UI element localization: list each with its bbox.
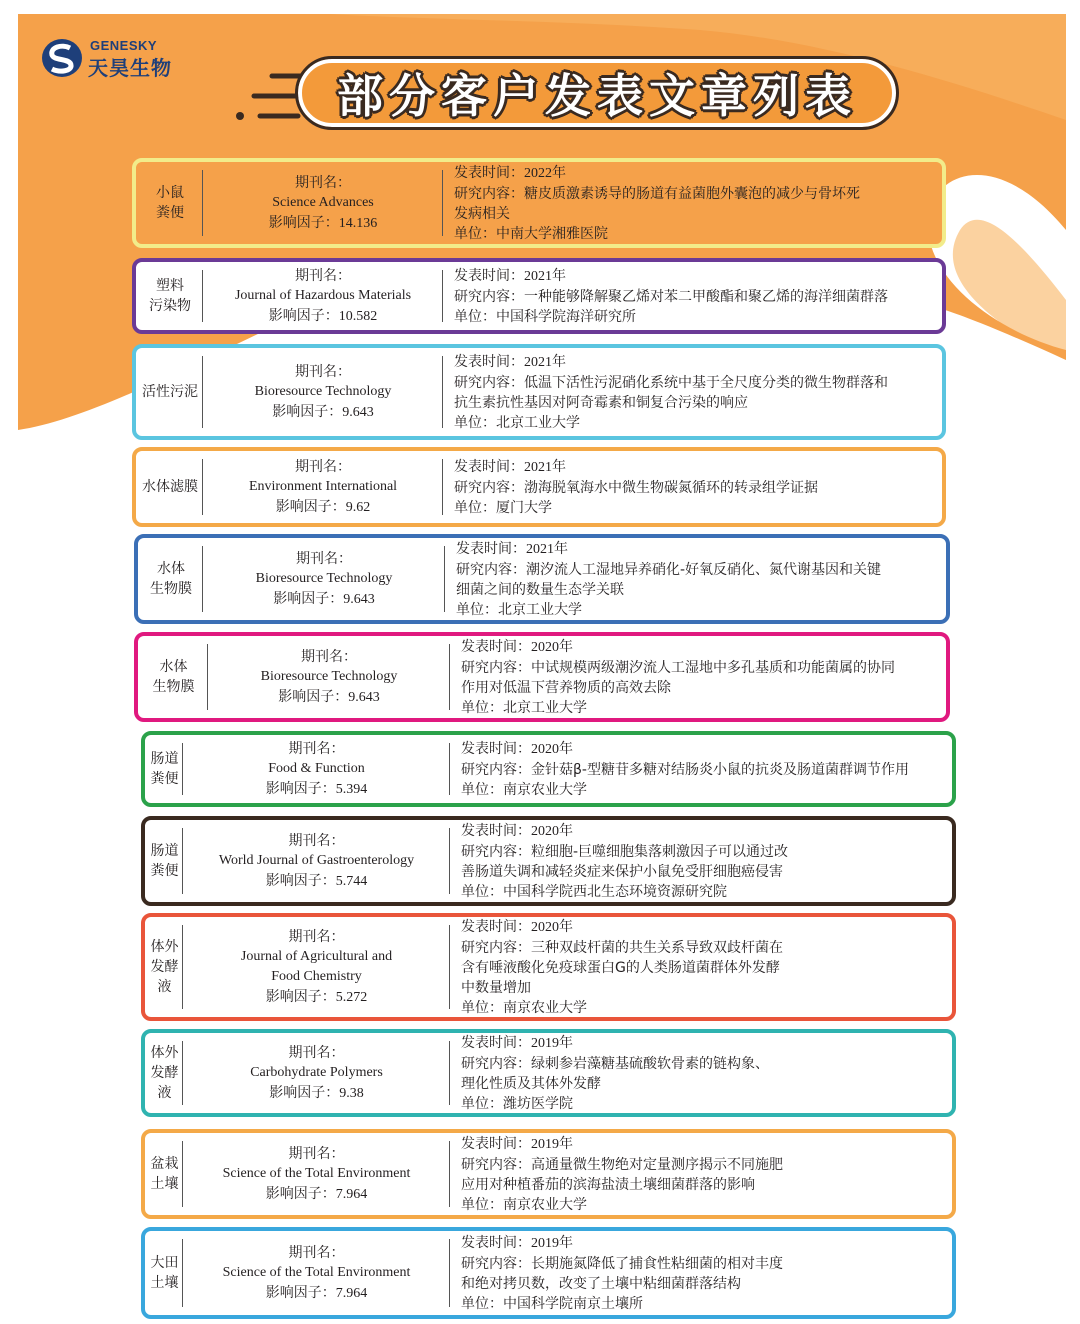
- sample-type-text: [145, 1253, 184, 1293]
- journal-info: [204, 262, 442, 330]
- column-divider: [207, 644, 208, 710]
- publish-year: 2021年: [524, 354, 566, 370]
- affiliation: [461, 780, 952, 800]
- impact-factor: [269, 213, 378, 234]
- sample-type-line: 活性污泥: [142, 384, 198, 400]
- research-content-text: 理化性质及其体外发酵: [461, 1075, 601, 1092]
- page-title: [298, 59, 896, 127]
- impact-label: 影响因子：: [278, 688, 349, 705]
- affiliation-value: 南京农业大学: [503, 1196, 587, 1213]
- impact-factor: [269, 306, 378, 327]
- article-card: [134, 632, 950, 722]
- journal-name: Food Chemistry: [271, 968, 362, 984]
- research-content-text: 中数量增加: [461, 979, 531, 996]
- publish-time: [461, 1233, 952, 1254]
- impact-factor: [266, 987, 368, 1008]
- publish-year: 2020年: [531, 639, 573, 655]
- research-content: [454, 478, 942, 498]
- column-divider: [202, 546, 203, 612]
- article-card: [132, 158, 946, 248]
- sample-type: [145, 1231, 184, 1315]
- column-divider: [442, 270, 443, 322]
- research-content-label: 研究内容：: [461, 1156, 531, 1173]
- research-content: [456, 580, 946, 600]
- research-content: [461, 1074, 952, 1094]
- journal-name: Bioresource Technology: [255, 570, 393, 586]
- research-content-text: 发病相关: [454, 205, 510, 222]
- affiliation-label: 单位：: [461, 1095, 503, 1112]
- publish-year: 2020年: [531, 919, 573, 935]
- affiliation-value: 中国科学院海洋研究所: [496, 308, 636, 325]
- sample-type-line: 盆栽土壤: [150, 1156, 179, 1192]
- article-details: [461, 820, 952, 902]
- column-divider: [442, 356, 443, 428]
- research-content: [461, 978, 952, 998]
- publish-time: [456, 539, 946, 560]
- journal-name: World Journal of Gastroenterology: [218, 852, 415, 868]
- research-content: [461, 1254, 952, 1274]
- impact-value: 10.582: [338, 308, 378, 324]
- publish-time: [461, 821, 952, 842]
- research-content-text: 高通量微生物绝对定量测序揭示不同施肥: [531, 1156, 783, 1173]
- research-content-text: 应用对种植番茄的滨海盐渍土壤细菌群落的影响: [461, 1176, 755, 1193]
- journal-name: Bioresource Technology: [254, 383, 392, 399]
- article-card: [132, 447, 946, 527]
- impact-label: 影响因子：: [269, 1084, 340, 1101]
- column-divider: [449, 828, 450, 894]
- publish-time-label: 发表时间：: [461, 740, 531, 757]
- impact-factor: [272, 402, 374, 423]
- sample-type-text: [142, 477, 198, 497]
- research-content: [461, 1175, 952, 1195]
- journal-label: 期刊名：: [301, 648, 357, 665]
- research-content-text: 渤海脱氧海水中微生物碳氮循环的转录组学证据: [524, 479, 818, 496]
- publish-year: 2020年: [531, 823, 573, 839]
- article-card: [132, 258, 946, 334]
- impact-value: 7.964: [335, 1186, 368, 1202]
- journal-info: [204, 162, 442, 244]
- column-divider: [449, 1141, 450, 1207]
- affiliation-value: 中国科学院西北生态环境资源研究院: [503, 883, 727, 900]
- affiliation: [454, 498, 942, 518]
- journal-name: Journal of Hazardous Materials: [234, 287, 412, 303]
- column-divider: [182, 1041, 183, 1105]
- affiliation: [456, 600, 946, 620]
- impact-factor: [266, 1283, 368, 1304]
- publish-year: 2021年: [526, 541, 568, 557]
- journal-info: [184, 917, 449, 1017]
- research-content-text: 中试规模两级潮汐流人工湿地中多孔基质和功能菌属的协同: [531, 659, 895, 676]
- research-content-label: 研究内容：: [454, 479, 524, 496]
- research-content-label: 研究内容：: [454, 374, 524, 391]
- sample-type-line: 体外: [150, 939, 179, 955]
- research-content: [461, 862, 952, 882]
- publish-year: 2020年: [531, 741, 573, 757]
- publish-time-label: 发表时间：: [454, 164, 524, 181]
- sample-type-text: [149, 276, 191, 316]
- sample-type-text: [145, 749, 184, 789]
- research-content-label: 研究内容：: [461, 1255, 531, 1272]
- column-divider: [449, 743, 450, 795]
- publish-time-label: 发表时间：: [461, 1135, 531, 1152]
- affiliation-label: 单位：: [456, 601, 498, 618]
- impact-label: 影响因子：: [265, 988, 336, 1005]
- brand-name-cn: 天昊生物: [88, 56, 172, 80]
- journal-label: 期刊名：: [296, 550, 352, 567]
- sample-type: [138, 538, 204, 620]
- research-content-label: 研究内容：: [456, 561, 526, 578]
- impact-factor: [266, 871, 368, 892]
- publish-time: [461, 1134, 952, 1155]
- sample-type-line: 生物膜: [150, 581, 192, 597]
- article-details: [454, 451, 942, 523]
- affiliation-value: 潍坊医学院: [503, 1095, 573, 1112]
- affiliation: [454, 413, 942, 433]
- sample-type-text: [153, 657, 195, 697]
- research-content: [461, 658, 946, 678]
- affiliation: [454, 307, 942, 327]
- publish-time-label: 发表时间：: [454, 353, 524, 370]
- affiliation: [461, 998, 952, 1018]
- research-content-text: 糖皮质激素诱导的肠道有益菌胞外囊泡的减少与骨坏死: [524, 185, 860, 202]
- brand-logo: [40, 36, 200, 84]
- impact-value: 5.394: [335, 781, 368, 797]
- impact-factor: [266, 1184, 368, 1205]
- journal-label: 期刊名：: [288, 1044, 345, 1061]
- article-card: [132, 344, 946, 440]
- sample-type-line: 水体滤膜: [142, 479, 198, 495]
- affiliation-label: 单位：: [461, 781, 503, 798]
- affiliation-value: 北京工业大学: [498, 601, 582, 618]
- sample-type-text: [145, 1154, 184, 1194]
- publish-year: 2022年: [524, 165, 566, 181]
- sample-type-line: 发酵液: [150, 959, 179, 995]
- impact-value: 14.136: [338, 215, 378, 231]
- affiliation-label: 单位：: [454, 414, 496, 431]
- research-content-text: 作用对低温下营养物质的高效去除: [461, 679, 671, 696]
- sample-type-line: 体外: [150, 1045, 179, 1061]
- article-details: [461, 636, 946, 718]
- affiliation-label: 单位：: [454, 225, 496, 242]
- column-divider: [202, 270, 203, 322]
- research-content: [461, 678, 946, 698]
- column-divider: [442, 459, 443, 515]
- publish-time: [454, 457, 942, 478]
- impact-label: 影响因子：: [265, 872, 336, 889]
- publish-time: [454, 266, 942, 287]
- article-card: [141, 1227, 956, 1319]
- impact-value: 7.964: [335, 1285, 368, 1301]
- article-details: [461, 1133, 952, 1215]
- sample-type: [136, 262, 204, 330]
- column-divider: [182, 925, 183, 1009]
- sample-type: [145, 917, 184, 1017]
- sample-type-text: [156, 183, 184, 223]
- article-card: [141, 1129, 956, 1219]
- column-divider: [449, 644, 450, 710]
- research-content-label: 研究内容：: [454, 288, 524, 305]
- publish-time-label: 发表时间：: [461, 822, 531, 839]
- journal-name: Environment International: [248, 478, 398, 494]
- sample-type: [145, 1033, 184, 1113]
- journal-label: 期刊名：: [295, 458, 351, 475]
- article-details: [461, 1033, 952, 1113]
- publish-time-label: 发表时间：: [461, 1034, 531, 1051]
- impact-factor: [269, 1083, 364, 1104]
- research-content-text: 低温下活性污泥硝化系统中基于全尺度分类的微生物群落和: [524, 374, 888, 391]
- column-divider: [182, 1239, 183, 1307]
- column-divider: [182, 828, 183, 894]
- publish-time-label: 发表时间：: [461, 918, 531, 935]
- journal-label: 期刊名：: [288, 1244, 345, 1261]
- publish-time: [461, 917, 952, 938]
- publish-year: 2021年: [524, 268, 566, 284]
- research-content-text: 细菌之间的数量生态学关联: [456, 581, 624, 598]
- affiliation-value: 南京农业大学: [503, 999, 587, 1016]
- research-content: [461, 938, 952, 958]
- column-divider: [442, 170, 443, 236]
- impact-value: 5.272: [335, 989, 368, 1005]
- research-content: [456, 560, 946, 580]
- impact-label: 影响因子：: [272, 403, 343, 420]
- research-content: [461, 760, 952, 780]
- column-divider: [449, 1239, 450, 1307]
- sample-type-line: 粪便: [156, 205, 184, 221]
- genesky-logo-icon: [40, 36, 84, 80]
- journal-info: [184, 820, 449, 902]
- affiliation: [461, 1094, 952, 1114]
- journal-info: [184, 1231, 449, 1315]
- affiliation: [454, 224, 942, 244]
- impact-factor: [276, 497, 371, 518]
- sample-type-text: [145, 937, 184, 997]
- affiliation-label: 单位：: [461, 999, 503, 1016]
- article-card: [134, 534, 950, 624]
- journal-label: 期刊名：: [295, 363, 351, 380]
- article-card: [141, 816, 956, 906]
- affiliation: [461, 882, 952, 902]
- affiliation-value: 中南大学湘雅医院: [496, 225, 608, 242]
- article-details: [454, 348, 942, 436]
- sample-type-line: 小鼠: [156, 185, 184, 201]
- sample-type: [145, 735, 184, 803]
- research-content-text: 含有唾液酸化免疫球蛋白G的人类肠道菌群体外发酵: [461, 959, 780, 976]
- impact-label: 影响因子：: [265, 1284, 336, 1301]
- sample-type-text: [145, 841, 184, 881]
- article-details: [454, 262, 942, 330]
- impact-value: 9.62: [345, 499, 371, 515]
- research-content-text: 潮汐流人工湿地异养硝化-好氧反硝化、氮代谢基因和关键: [526, 561, 882, 578]
- affiliation-value: 北京工业大学: [503, 699, 587, 716]
- publish-time-label: 发表时间：: [461, 1234, 531, 1251]
- research-content-label: 研究内容：: [461, 1055, 531, 1072]
- article-card: [141, 731, 956, 807]
- research-content: [454, 393, 942, 413]
- research-content-label: 研究内容：: [461, 939, 531, 956]
- journal-name: Science Advances: [272, 194, 374, 210]
- sample-type-line: 生物膜: [152, 679, 195, 695]
- affiliation: [461, 698, 946, 718]
- journal-info: [184, 1033, 449, 1113]
- research-content-text: 善肠道失调和减轻炎症来保护小鼠免受肝细胞癌侵害: [461, 863, 783, 880]
- sample-type-text: [145, 1043, 184, 1103]
- journal-name: Food & Function: [268, 760, 365, 776]
- sample-type-text: [142, 382, 198, 402]
- sample-type-line: 塑料: [156, 278, 184, 294]
- journal-info: [184, 1133, 449, 1215]
- research-content-text: 粒细胞-巨噬细胞集落刺激因子可以通过改: [531, 843, 789, 860]
- article-details: [461, 735, 952, 803]
- journal-info: [184, 735, 449, 803]
- column-divider: [202, 356, 203, 428]
- journal-label: 期刊名：: [288, 1145, 345, 1162]
- sample-type-line: 水体: [159, 659, 188, 675]
- research-content: [461, 958, 952, 978]
- research-content-text: 金针菇β-型糖苷多糖对结肠炎小鼠的抗炎及肠道菌群调节作用: [531, 761, 909, 778]
- affiliation-value: 北京工业大学: [496, 414, 580, 431]
- sample-type: [138, 636, 209, 718]
- research-content: [461, 1274, 952, 1294]
- impact-label: 影响因子：: [275, 498, 346, 515]
- journal-label: 期刊名：: [288, 928, 345, 945]
- sample-type-line: 肠道粪便: [150, 843, 179, 879]
- publish-time: [461, 637, 946, 658]
- article-card: [141, 913, 956, 1021]
- sample-type: [136, 162, 204, 244]
- impact-label: 影响因子：: [268, 307, 339, 324]
- sample-type: [145, 820, 184, 902]
- publish-year: 2019年: [531, 1136, 573, 1152]
- impact-factor: [266, 779, 368, 800]
- column-divider: [182, 1141, 183, 1207]
- affiliation-value: 南京农业大学: [503, 781, 587, 798]
- research-content-text: 和绝对拷贝数，改变了土壤中粘细菌群落结构: [461, 1275, 741, 1292]
- impact-value: 5.744: [335, 873, 368, 889]
- article-card: [141, 1029, 956, 1117]
- sample-type: [136, 348, 204, 436]
- publish-time: [461, 739, 952, 760]
- impact-value: 9.643: [343, 591, 375, 607]
- impact-label: 影响因子：: [265, 780, 336, 797]
- research-content-text: 长期施氮降低了捕食性粘细菌的相对丰度: [531, 1255, 783, 1272]
- research-content-text: 三种双歧杆菌的共生关系导致双歧杆菌在: [531, 939, 783, 956]
- publish-year: 2019年: [531, 1035, 573, 1051]
- impact-factor: [278, 687, 380, 708]
- affiliation-label: 单位：: [461, 883, 503, 900]
- sample-type-line: 肠道粪便: [150, 751, 179, 787]
- publish-time-label: 发表时间：: [456, 540, 526, 557]
- affiliation-value: 中国科学院南京土壤所: [503, 1295, 643, 1312]
- publish-time: [461, 1033, 952, 1054]
- sample-type-line: 发酵液: [150, 1065, 179, 1101]
- impact-label: 影响因子：: [273, 590, 344, 607]
- sample-type: [145, 1133, 184, 1215]
- affiliation: [461, 1294, 952, 1314]
- research-content: [461, 842, 952, 862]
- journal-name: Carbohydrate Polymers: [250, 1064, 383, 1080]
- research-content: [454, 373, 942, 393]
- journal-name: Journal of Agricultural and: [240, 948, 393, 964]
- article-details: [461, 1231, 952, 1315]
- sample-type-line: 大田土壤: [150, 1255, 179, 1291]
- journal-label: 期刊名：: [295, 174, 351, 191]
- journal-name: Science of the Total Environment: [222, 1264, 411, 1280]
- sample-type-line: 污染物: [149, 298, 191, 314]
- research-content-text: 绿刺参岩藻糖基硫酸软骨素的链构象、: [531, 1055, 769, 1072]
- page-title-text: 部分客户发表文章列表: [337, 69, 857, 123]
- research-content: [461, 1155, 952, 1175]
- publish-time-label: 发表时间：: [454, 458, 524, 475]
- affiliation-label: 单位：: [461, 699, 503, 716]
- research-content-label: 研究内容：: [454, 185, 524, 202]
- publish-year: 2019年: [531, 1235, 573, 1251]
- publish-time: [454, 352, 942, 373]
- impact-value: 9.643: [348, 689, 380, 705]
- impact-value: 9.643: [342, 404, 374, 420]
- research-content-label: 研究内容：: [461, 761, 531, 778]
- affiliation-label: 单位：: [454, 308, 496, 325]
- journal-info: [204, 451, 442, 523]
- impact-value: 9.38: [339, 1085, 364, 1101]
- column-divider: [182, 743, 183, 795]
- article-details: [454, 162, 942, 244]
- sample-type-text: [150, 559, 192, 599]
- journal-info: [204, 538, 444, 620]
- article-details: [461, 917, 952, 1017]
- research-content-text: 抗生素抗性基因对阿奇霉素和铜复合污染的响应: [454, 394, 748, 411]
- impact-label: 影响因子：: [265, 1185, 336, 1202]
- affiliation: [461, 1195, 952, 1215]
- journal-label: 期刊名：: [288, 740, 345, 757]
- research-content: [454, 184, 942, 204]
- sample-type-line: 水体: [157, 561, 185, 577]
- journal-name: Bioresource Technology: [260, 668, 398, 684]
- publish-time-label: 发表时间：: [461, 638, 531, 655]
- publish-time: [454, 163, 942, 184]
- column-divider: [202, 459, 203, 515]
- research-content: [461, 1054, 952, 1074]
- affiliation-label: 单位：: [461, 1196, 503, 1213]
- journal-label: 期刊名：: [295, 267, 351, 284]
- impact-factor: [273, 589, 375, 610]
- affiliation-label: 单位：: [461, 1295, 503, 1312]
- affiliation-label: 单位：: [454, 499, 496, 516]
- column-divider: [202, 170, 203, 236]
- impact-label: 影响因子：: [268, 214, 339, 231]
- article-details: [456, 538, 946, 620]
- column-divider: [449, 925, 450, 1009]
- column-divider: [444, 546, 445, 612]
- brand-name-en: GENESKY: [90, 38, 158, 53]
- research-content-label: 研究内容：: [461, 659, 531, 676]
- affiliation-value: 厦门大学: [496, 499, 552, 516]
- research-content: [454, 204, 942, 224]
- research-content-text: 一种能够降解聚乙烯对苯二甲酸酯和聚乙烯的海洋细菌群落: [524, 288, 888, 305]
- journal-name: Science of the Total Environment: [222, 1165, 411, 1181]
- journal-label: 期刊名：: [288, 832, 345, 849]
- research-content: [454, 287, 942, 307]
- column-divider: [449, 1041, 450, 1105]
- journal-info: [209, 636, 449, 718]
- journal-info: [204, 348, 442, 436]
- publish-year: 2021年: [524, 459, 566, 475]
- publish-time-label: 发表时间：: [454, 267, 524, 284]
- research-content-label: 研究内容：: [461, 843, 531, 860]
- sample-type: [136, 451, 204, 523]
